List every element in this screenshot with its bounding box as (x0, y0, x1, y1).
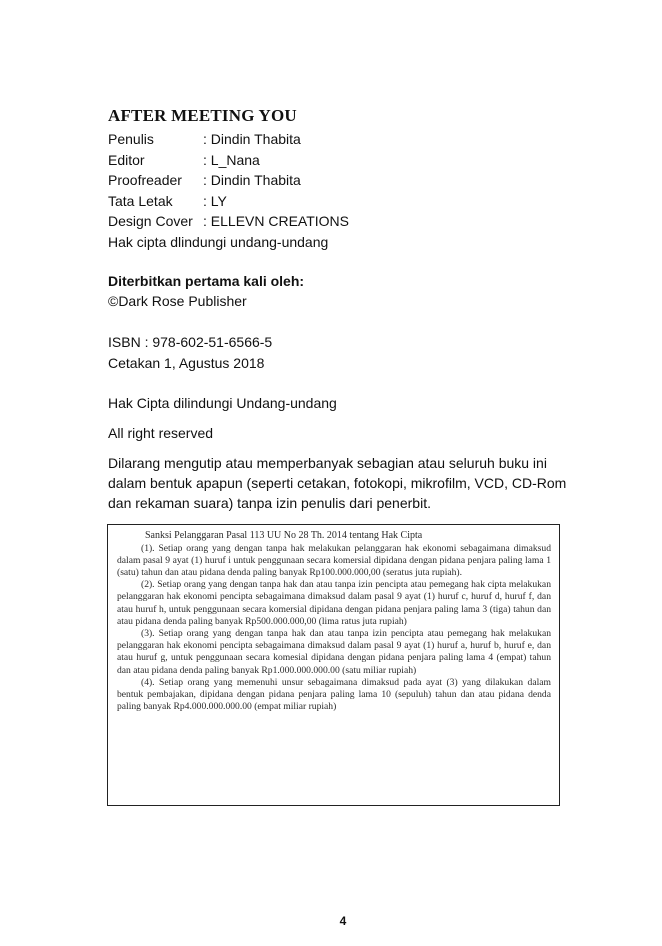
credit-row-author (108, 129, 568, 150)
credit-label: Penulis (108, 131, 154, 147)
credits-list (108, 129, 568, 252)
printing-line: Cetakan 1, Agustus 2018 (108, 355, 265, 371)
sanctions-clause-3: (3). Setiap orang yang dengan tanpa hak dan atau tanpa izin pencipta atau pemegang hak melakukan pelanggaran hak ekonomi pencipta sebagaimana dimaksud dalam pasal 9 ayat (1) huruf a, huruf b, huruf e, dan atau huruf g, untuk penggunaan secara komesial dipidana dengan pidana penjara paling lama 4 (empat) tahun dan atau pidana denda paling banyak Rp1.000.000.000.00 (satu miliar rupiah) (117, 627, 551, 676)
publisher-name: ©Dark Rose Publisher (108, 293, 247, 309)
reproduction-warning: Dilarang mengutip atau memperbanyak sebagian atau seluruh buku ini dalam bentuk apapun (seperti cetakan, fotokopi, mikrofilm, VCD, CD-Rom dan rekaman suara) tanpa izin penulis dari penerbit. (108, 455, 567, 511)
credit-value: : ELLEVN CREATIONS (203, 213, 350, 229)
copyright-sanctions-box (107, 524, 560, 806)
isbn-line: ISBN : 978-602-51-6566-5 (108, 334, 273, 350)
credit-row-layout (108, 191, 568, 212)
rights-reserved: All right reserved (108, 425, 214, 441)
page-number: 4 (339, 914, 347, 928)
sanctions-clause-4: (4). Setiap orang yang memenuhi unsur sebagaimana dimaksud pada ayat (3) yang dilakukan dalam bentuk pembajakan, dipidana dengan pidana penjara paling lama 10 (sepuluh) tahun dan atau pidana denda paling banyak Rp4.000.000.000.00 (empat miliar rupiah) (117, 676, 551, 713)
credit-value: : Dindin Thabita (203, 172, 301, 188)
book-title: AFTER MEETING YOU (108, 106, 297, 125)
sanctions-heading: Sanksi Pelanggaran Pasal 113 UU No 28 Th. 2014 tentang Hak Cipta (145, 530, 423, 541)
sanctions-clause-2: (2). Setiap orang yang dengan tanpa hak dan atau tanpa izin pencipta atau pemegang hak cipta melakukan pelanggaran hak ekonomi pencipta sebagaimana dimaksud dalam pasal 9 ayat (1) huruf c, huruf d, huruf f, dan atau huruf h, untuk penggunaan secara komersial dipidana dengan pidana penjara paling lama 3 (tiga) tahun dan atau pidana denda paling banyak Rp500.000.000,00 (lima ratus juta rupiah) (117, 579, 551, 627)
credit-value: : L_Nana (203, 151, 260, 168)
credit-row-proofreader (108, 170, 568, 191)
credit-value: : LY (203, 192, 227, 209)
credit-label: Editor (108, 151, 145, 168)
copyright-note: Hak cipta dlindungi undang-undang (108, 233, 329, 250)
credit-label: Design Cover (108, 213, 193, 229)
credit-value: : Dindin Thabita (203, 131, 301, 147)
credit-row-editor (108, 150, 568, 171)
credit-label: Proofreader (108, 172, 182, 188)
copyright-protected: Hak Cipta dilindungi Undang-undang (108, 395, 337, 411)
sanctions-clause-1: (1). Setiap orang yang dengan tanpa hak melakukan pelanggaran hak ekonomi sebagaimana dimaksud dalam pasal 9 ayat (1) huruf i untuk penggunaan secara komersial dipidana dengan pidana penjara paling lama 1 (satu) tahun dan atau pidana denda paling banyak Rp100.000.000,00 (seratus juta rupiah). (117, 542, 551, 578)
publisher-heading: Diterbitkan pertama kali oleh: (108, 273, 305, 289)
credit-row-cover-design (108, 211, 568, 232)
credit-label: Tata Letak (108, 192, 173, 209)
